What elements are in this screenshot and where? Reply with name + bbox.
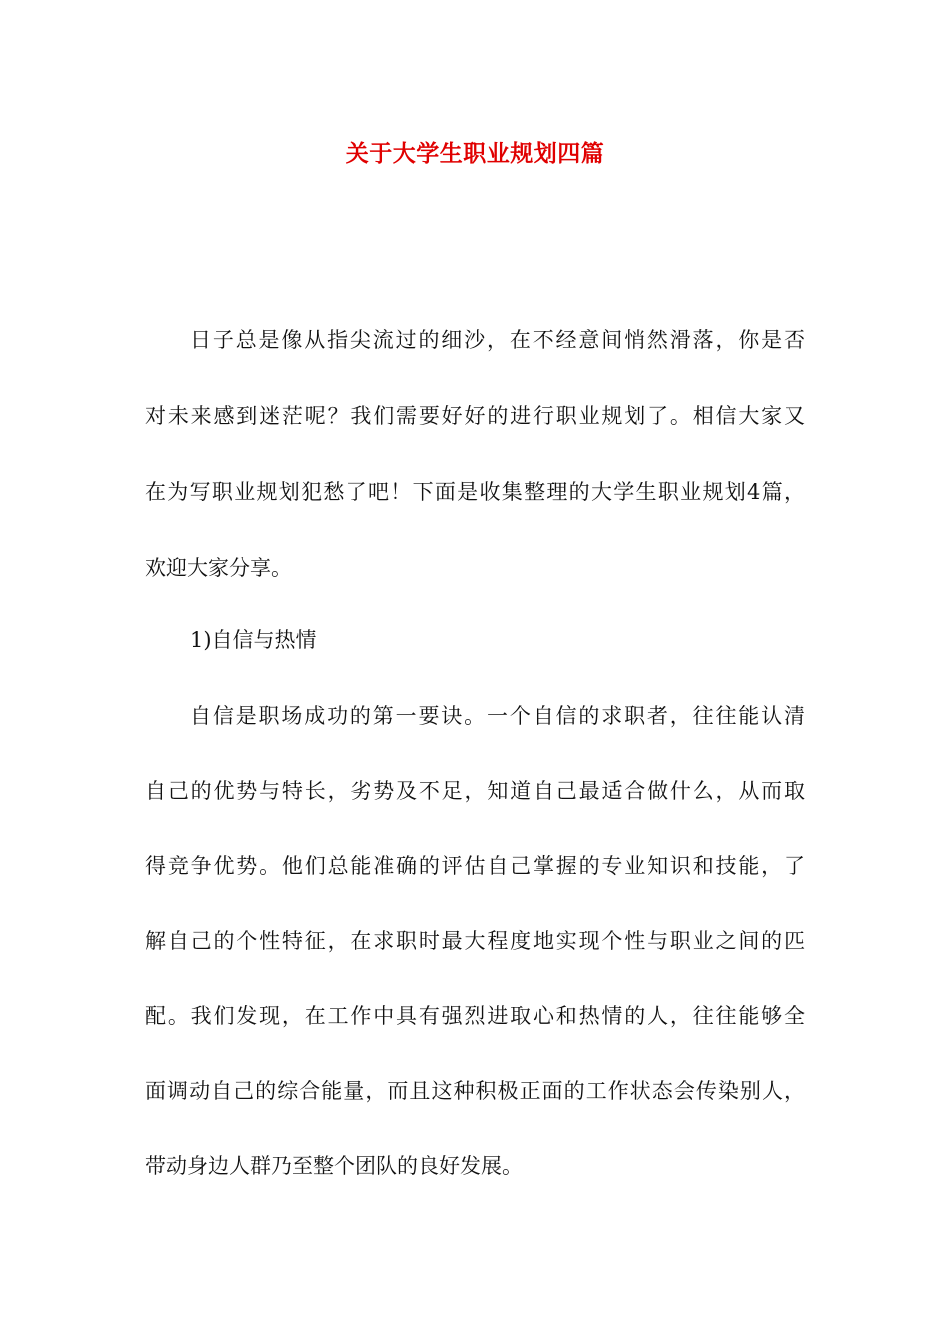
body1-line-3: 得竞争优势。他们总能准确的评估自己掌握的专业知识和技能，了 bbox=[145, 854, 805, 878]
body1-line-6: 面调动自己的综合能量，而且这种积极正面的工作状态会传染别人， bbox=[145, 1079, 805, 1103]
section-heading-1: 1)自信与热情 bbox=[190, 628, 317, 652]
body1-line-5: 配。我们发现，在工作中具有强烈进取心和热情的人，往往能够全 bbox=[145, 1004, 805, 1028]
intro-line-4: 欢迎大家分享。 bbox=[145, 556, 292, 580]
body1-line-2: 自己的优势与特长，劣势及不足，知道自己最适合做什么，从而取 bbox=[145, 779, 805, 803]
body1-line-1: 自信是职场成功的第一要诀。一个自信的求职者，往往能认清 bbox=[190, 704, 805, 728]
intro-line-3: 在为写职业规划犯愁了吧！下面是收集整理的大学生职业规划4篇， bbox=[145, 480, 805, 504]
body1-line-4: 解自己的个性特征，在求职时最大程度地实现个性与职业之间的匹 bbox=[145, 929, 805, 953]
document-title: 关于大学生职业规划四篇 bbox=[345, 140, 605, 167]
intro-line-2: 对未来感到迷茫呢？我们需要好好的进行职业规划了。相信大家又 bbox=[145, 404, 805, 428]
body1-line-7: 带动身边人群乃至整个团队的良好发展。 bbox=[145, 1154, 523, 1178]
intro-line-1: 日子总是像从指尖流过的细沙，在不经意间悄然滑落，你是否 bbox=[190, 328, 805, 352]
